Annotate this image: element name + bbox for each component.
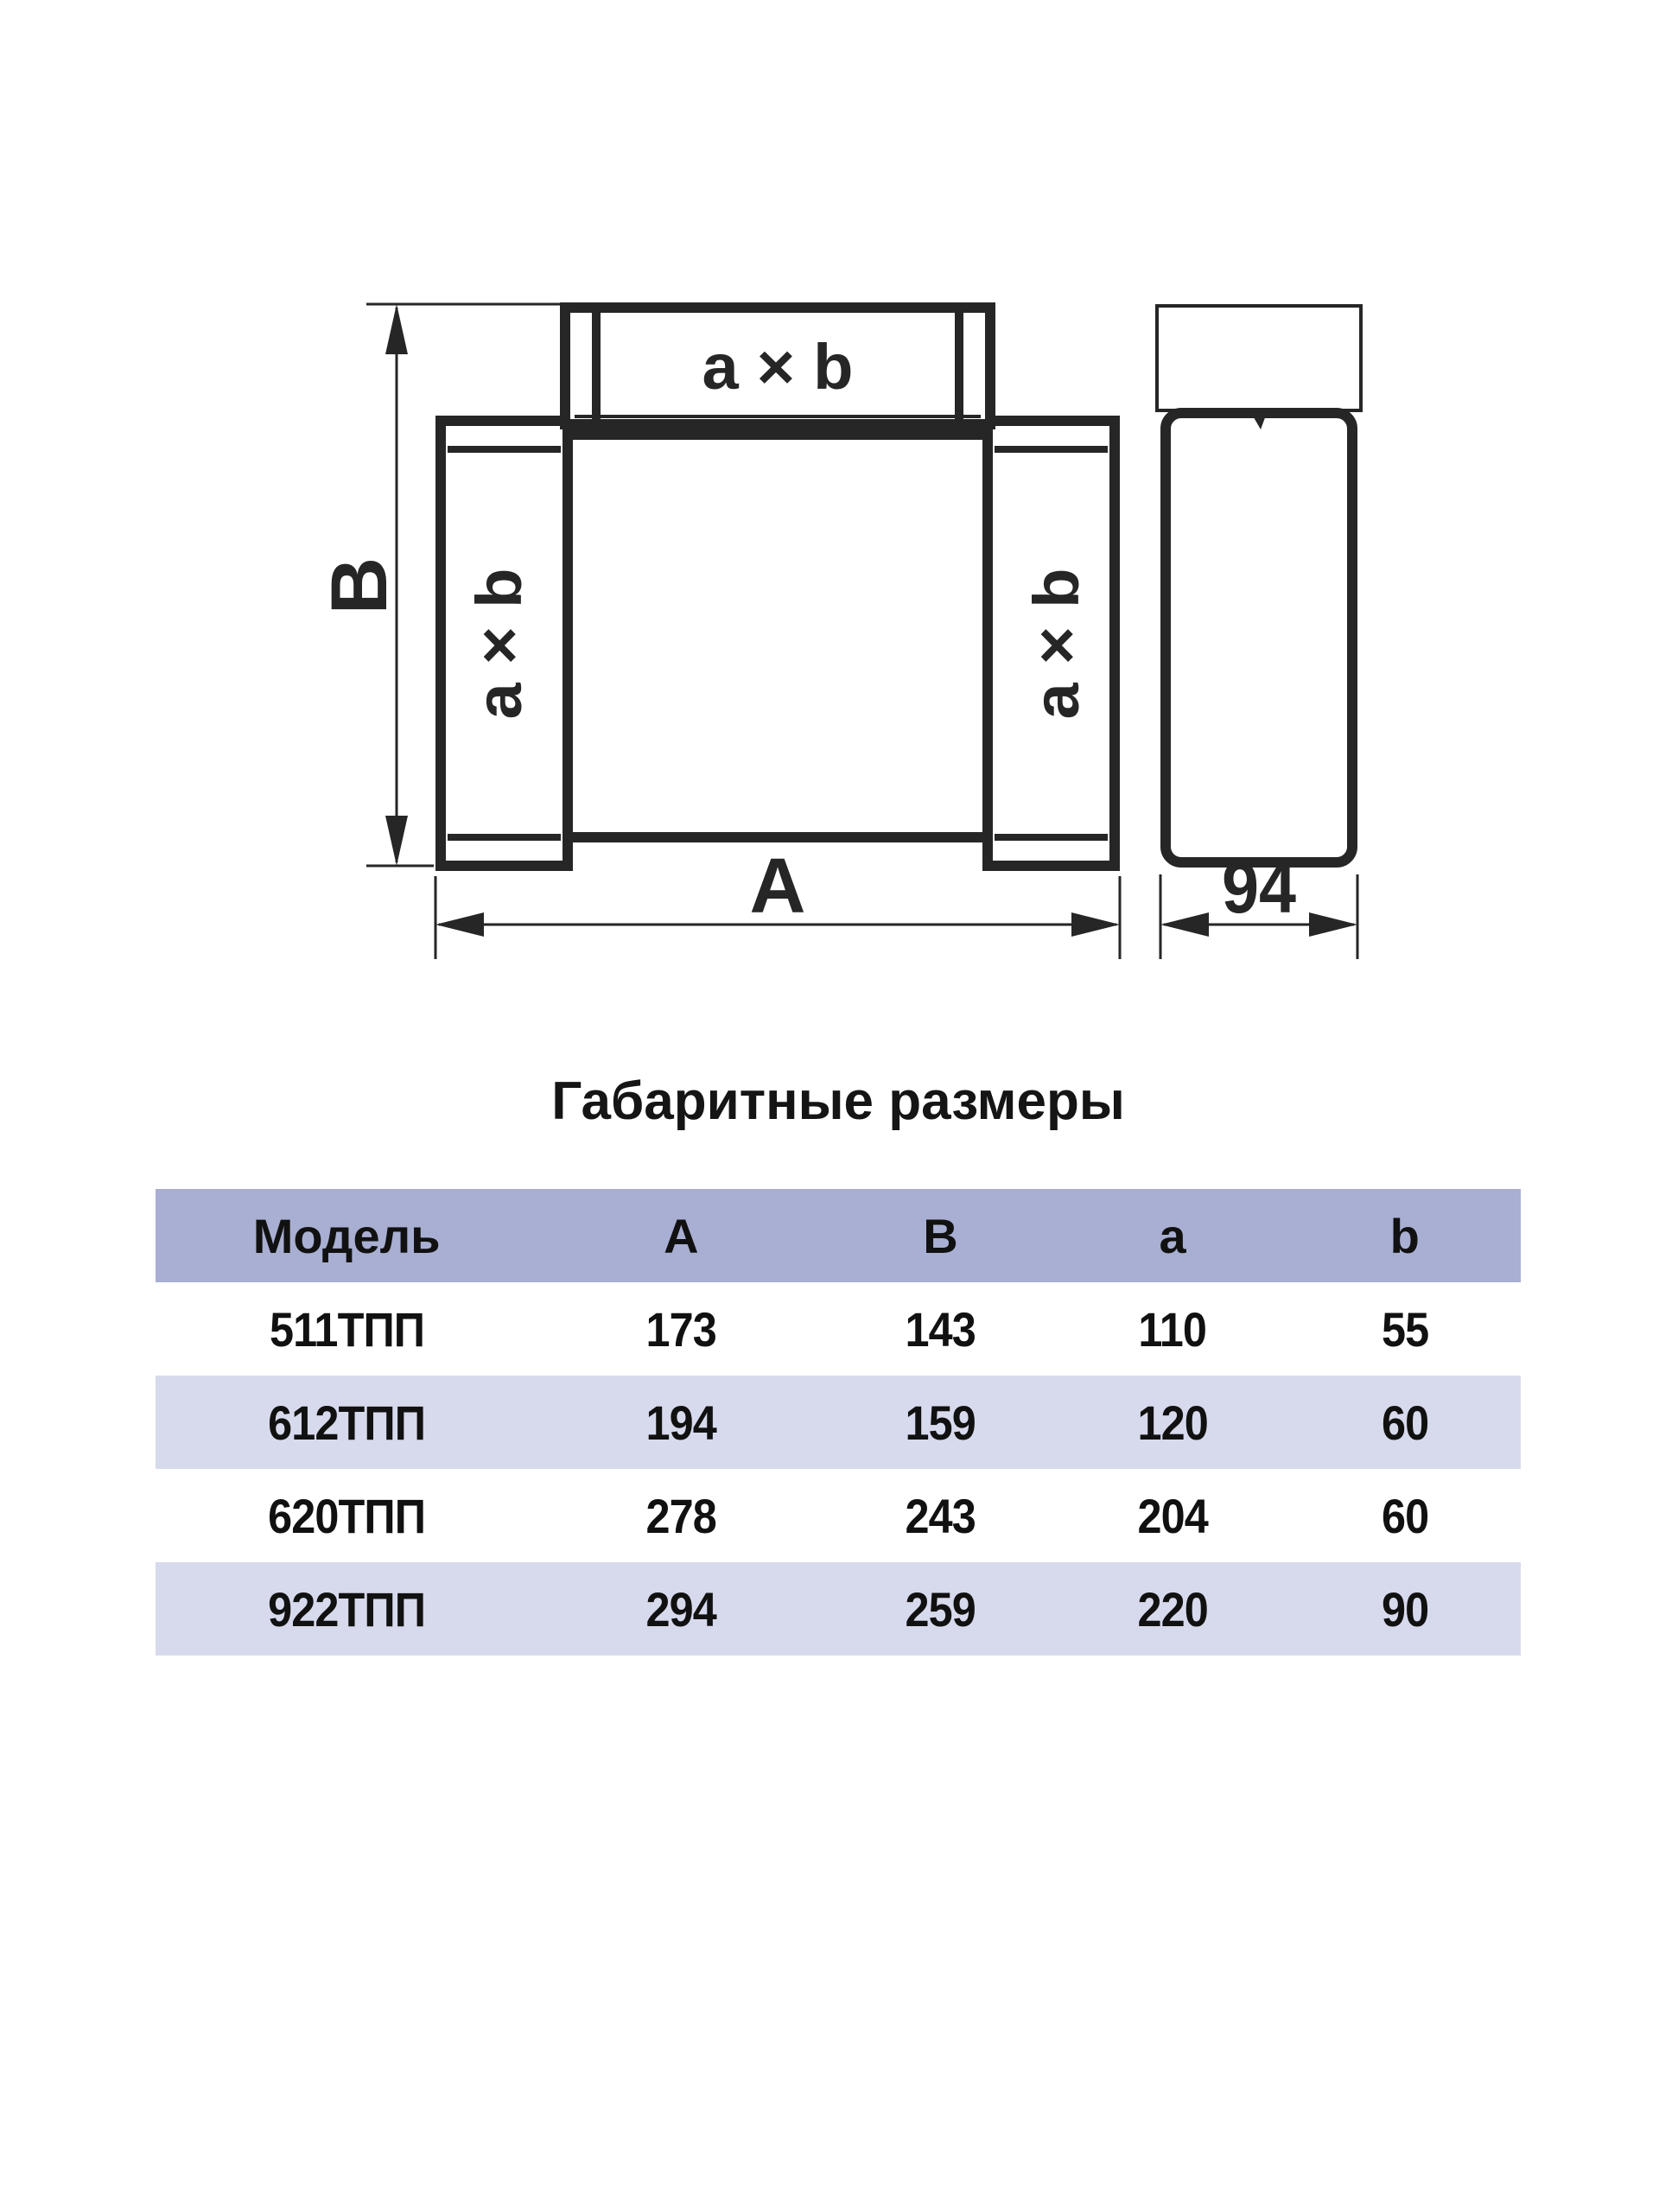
- dimension-drawing: [0, 0, 1659, 1037]
- section-title: Габаритные размеры: [551, 1071, 1125, 1131]
- column-header-b: b: [1389, 1208, 1420, 1263]
- main-body-outline: [568, 435, 988, 837]
- side-body-outline: [1166, 413, 1352, 862]
- side-view: [1157, 306, 1361, 862]
- dim-A-cell: [537, 1562, 824, 1656]
- front-view: [441, 308, 1115, 866]
- arrowhead-b-up: [385, 304, 408, 354]
- top-port-size-label: a × b: [702, 331, 854, 403]
- dim-b-cell: [1288, 1282, 1521, 1376]
- dim-b-value: 60: [1381, 1395, 1428, 1450]
- column-header-A: A: [664, 1208, 699, 1263]
- model-value: 612ТПП: [268, 1395, 426, 1450]
- side-collar-outline: [1157, 306, 1361, 410]
- dimensions-table-wrap: [156, 1189, 1521, 1656]
- dim-A-cell: [537, 1469, 824, 1562]
- model-cell: [156, 1282, 537, 1376]
- dim-b-cell: [1288, 1562, 1521, 1656]
- dim-b-cell: [1288, 1469, 1521, 1562]
- model-cell: [156, 1562, 537, 1656]
- arrowhead-a-right: [1071, 912, 1120, 937]
- dim-B-value: 243: [905, 1488, 976, 1543]
- model-value: 620ТПП: [268, 1488, 426, 1543]
- arrowhead-depth-left: [1160, 912, 1209, 937]
- dim-a-cell: [1057, 1469, 1289, 1562]
- arrowhead-depth-right: [1309, 912, 1357, 937]
- model-cell: [156, 1376, 537, 1469]
- dim-a-value: 120: [1137, 1395, 1208, 1450]
- dim-A-value: 173: [645, 1301, 716, 1357]
- dim-a-value: 110: [1138, 1301, 1207, 1357]
- dim-A-value: 194: [645, 1395, 716, 1450]
- dim-a-cell: [1057, 1376, 1289, 1469]
- right-port-size-label: a × b: [1020, 571, 1092, 720]
- table-row: [156, 1282, 1521, 1376]
- dim-B-value: 159: [905, 1395, 976, 1450]
- dimensions-table: [156, 1189, 1521, 1656]
- column-header-B: B: [923, 1208, 958, 1263]
- model-cell: [156, 1469, 537, 1562]
- dim-a-cell: [1057, 1562, 1289, 1656]
- dim-A-value: 294: [645, 1581, 716, 1637]
- dim-label-depth: 94: [1222, 847, 1297, 928]
- dim-B-value: 143: [905, 1301, 976, 1357]
- table-row: [156, 1562, 1521, 1656]
- dim-b-cell: [1288, 1376, 1521, 1469]
- model-value: 511ТПП: [269, 1301, 424, 1357]
- model-value: 922ТПП: [268, 1581, 426, 1637]
- dim-B-cell: [824, 1469, 1057, 1562]
- dim-A-cell: [537, 1376, 824, 1469]
- dim-b-value: 55: [1381, 1301, 1428, 1357]
- table-row: [156, 1376, 1521, 1469]
- dim-B-value: 259: [905, 1581, 976, 1637]
- arrowhead-b-down: [385, 816, 408, 866]
- dim-B-cell: [824, 1376, 1057, 1469]
- dim-b-value: 60: [1381, 1488, 1428, 1543]
- dim-a-value: 220: [1137, 1581, 1208, 1637]
- left-port-size-label: a × b: [463, 571, 535, 720]
- dim-A-cell: [537, 1282, 824, 1376]
- dim-label-a: A: [749, 843, 806, 930]
- table-row: [156, 1469, 1521, 1562]
- dim-b-value: 90: [1381, 1581, 1428, 1637]
- dim-label-b: B: [315, 556, 404, 615]
- column-header-model: Модель: [252, 1208, 441, 1263]
- dim-B-cell: [824, 1282, 1057, 1376]
- dim-B-cell: [824, 1562, 1057, 1656]
- dim-A-value: 278: [645, 1488, 716, 1543]
- dim-a-cell: [1057, 1282, 1289, 1376]
- dim-a-value: 204: [1137, 1488, 1208, 1543]
- arrowhead-a-left: [435, 912, 484, 937]
- table-header-row: [156, 1189, 1521, 1282]
- column-header-a: a: [1159, 1208, 1186, 1263]
